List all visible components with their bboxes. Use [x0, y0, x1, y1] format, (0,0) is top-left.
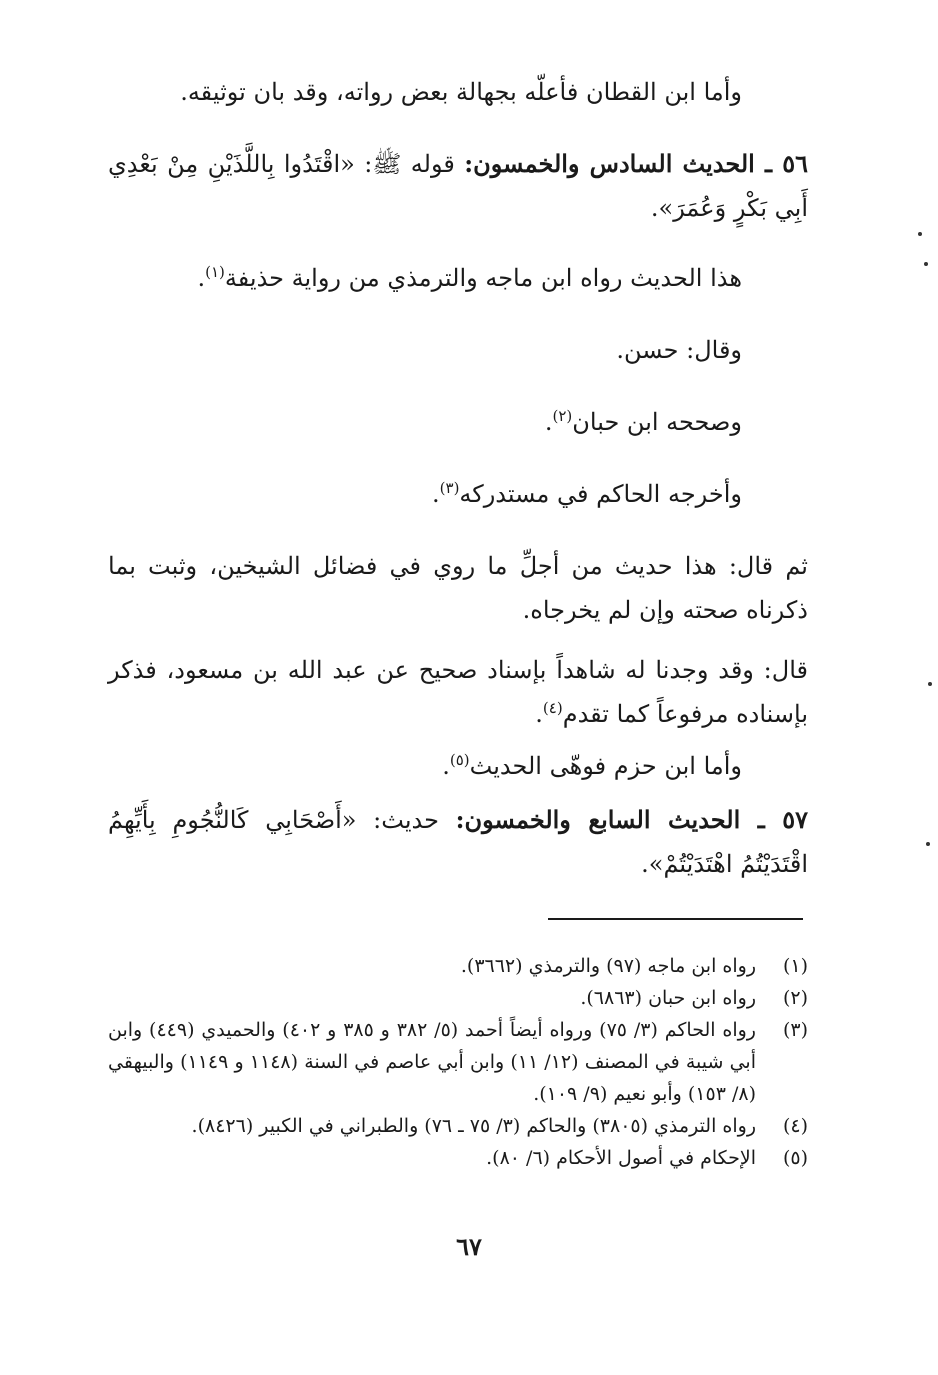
footnote-ref-5[interactable]: (٥) — [449, 751, 470, 769]
scan-speck — [924, 262, 928, 266]
paragraph-narration-end: . — [197, 264, 206, 292]
paragraph-narration — [108, 256, 808, 300]
scan-speck — [926, 842, 930, 846]
footnote-text: رواه الترمذي (٣٨٠٥) والحاكم (٣/ ٧٥ ـ ٧٦) والطبراني في الكبير (٨٤٢٦). — [191, 1115, 756, 1137]
footnote-ref-1[interactable]: (١) — [205, 263, 225, 281]
paragraph-ibn-hazm — [108, 744, 808, 788]
footnote-label: (٥) — [782, 1147, 808, 1169]
footnote-ref-3[interactable]: (٣) — [439, 479, 460, 497]
footnote-5 — [108, 1142, 808, 1174]
paragraph-ibn-hibban-end: . — [544, 408, 553, 436]
paragraph-ibn-qattan: وأما ابن القطان فأعلّه بجهالة بعض رواته، وقد بان توثيقه. — [180, 78, 742, 106]
scan-speck — [928, 682, 932, 686]
footnotes — [108, 950, 808, 1174]
hadith-57-text: حديث: «أَصْحَابِي كَالنُّجُومِ بِأَيِّهِمُ اقْتَدَيْتُمُ اهْتَدَيْتُمْ». — [108, 806, 808, 878]
footnote-4 — [108, 1110, 808, 1142]
footnote-1 — [108, 950, 808, 982]
paragraph-ibn-hibban-text: وصححه ابن حبان — [572, 408, 742, 436]
footnote-label: (٢) — [782, 987, 808, 1009]
paragraph-witness-end: . — [535, 700, 543, 728]
scan-speck — [918, 232, 922, 236]
footnote-label: (١) — [782, 955, 808, 977]
footnote-text: رواه الحاكم (٣/ ٧٥) ورواه أيضاً أحمد (٥/ ٣٨٢ و ٣٨٥ و ٤٠٢) والحميدي (٤٤٩) وابن أبي شيبة في المصنف (١٢/ ١١) وابن أبي عاصم في السنة (١١٤٨ و ١١٤٩) والبيهقي (٨/ ١٥٣) وأبو نعيم (٩/ ١٠٩). — [108, 1019, 756, 1105]
paragraph-hasan: وقال: حسن. — [616, 336, 742, 364]
paragraph-ibn-hazm-text: وأما ابن حزم فوهّى الحديث — [469, 752, 742, 780]
footnote-3 — [108, 1014, 808, 1110]
footnote-label: (٤) — [782, 1115, 808, 1137]
hadith-56-title: ٥٦ ـ الحديث السادس والخمسون: — [464, 149, 809, 178]
paragraph-ibn-hazm-end: . — [442, 752, 450, 780]
paragraph-witness-text: قال: وقد وجدنا له شاهداً بإسناد صحيح عن عبد الله بن مسعود، فذكر بإسناده مرفوعاً كما تقدم — [108, 656, 808, 728]
page-number: ٦٧ — [456, 1232, 482, 1261]
paragraph-narration-text: هذا الحديث رواه ابن ماجه والترمذي من رواية حذيفة — [224, 264, 742, 292]
paragraph-hakim-text: وأخرجه الحاكم في مستدركه — [459, 480, 742, 508]
paragraph-witness — [108, 648, 808, 736]
hadith-57-title: ٥٧ ـ الحديث السابع والخمسون: — [455, 805, 808, 834]
hadith-56-text: قوله ﷺ: «اقْتَدُوا بِاللَّذَيْنِ مِنْ بَعْدِي أَبِي بَكْرٍ وَعُمَرَ». — [108, 150, 808, 222]
footnote-2 — [108, 982, 808, 1014]
footnote-text: الإحكام في أصول الأحكام (٦/ ٨٠). — [486, 1147, 756, 1169]
footnote-text: رواه ابن حبان (٦٨٦٣). — [580, 987, 756, 1009]
footnote-ref-2[interactable]: (٢) — [552, 407, 573, 425]
hadith-57 — [108, 798, 808, 886]
page-body — [108, 70, 808, 886]
paragraph-hakim-comment: ثم قال: هذا حديث من أجلِّ ما روي في فضائل الشيخين، وثبت بما ذكرناه صحته وإن لم يخرجاه. — [108, 552, 808, 624]
paragraph-ibn-hibban — [108, 400, 808, 444]
paragraph-hakim-end: . — [432, 480, 440, 508]
footnote-divider — [548, 918, 803, 920]
footnote-ref-4[interactable]: (٤) — [542, 699, 563, 717]
footnote-text: رواه ابن ماجه (٩٧) والترمذي (٣٦٦٢). — [460, 955, 756, 977]
paragraph-hakim — [108, 472, 808, 516]
hadith-56 — [108, 142, 808, 230]
footnote-label: (٣) — [782, 1019, 808, 1041]
